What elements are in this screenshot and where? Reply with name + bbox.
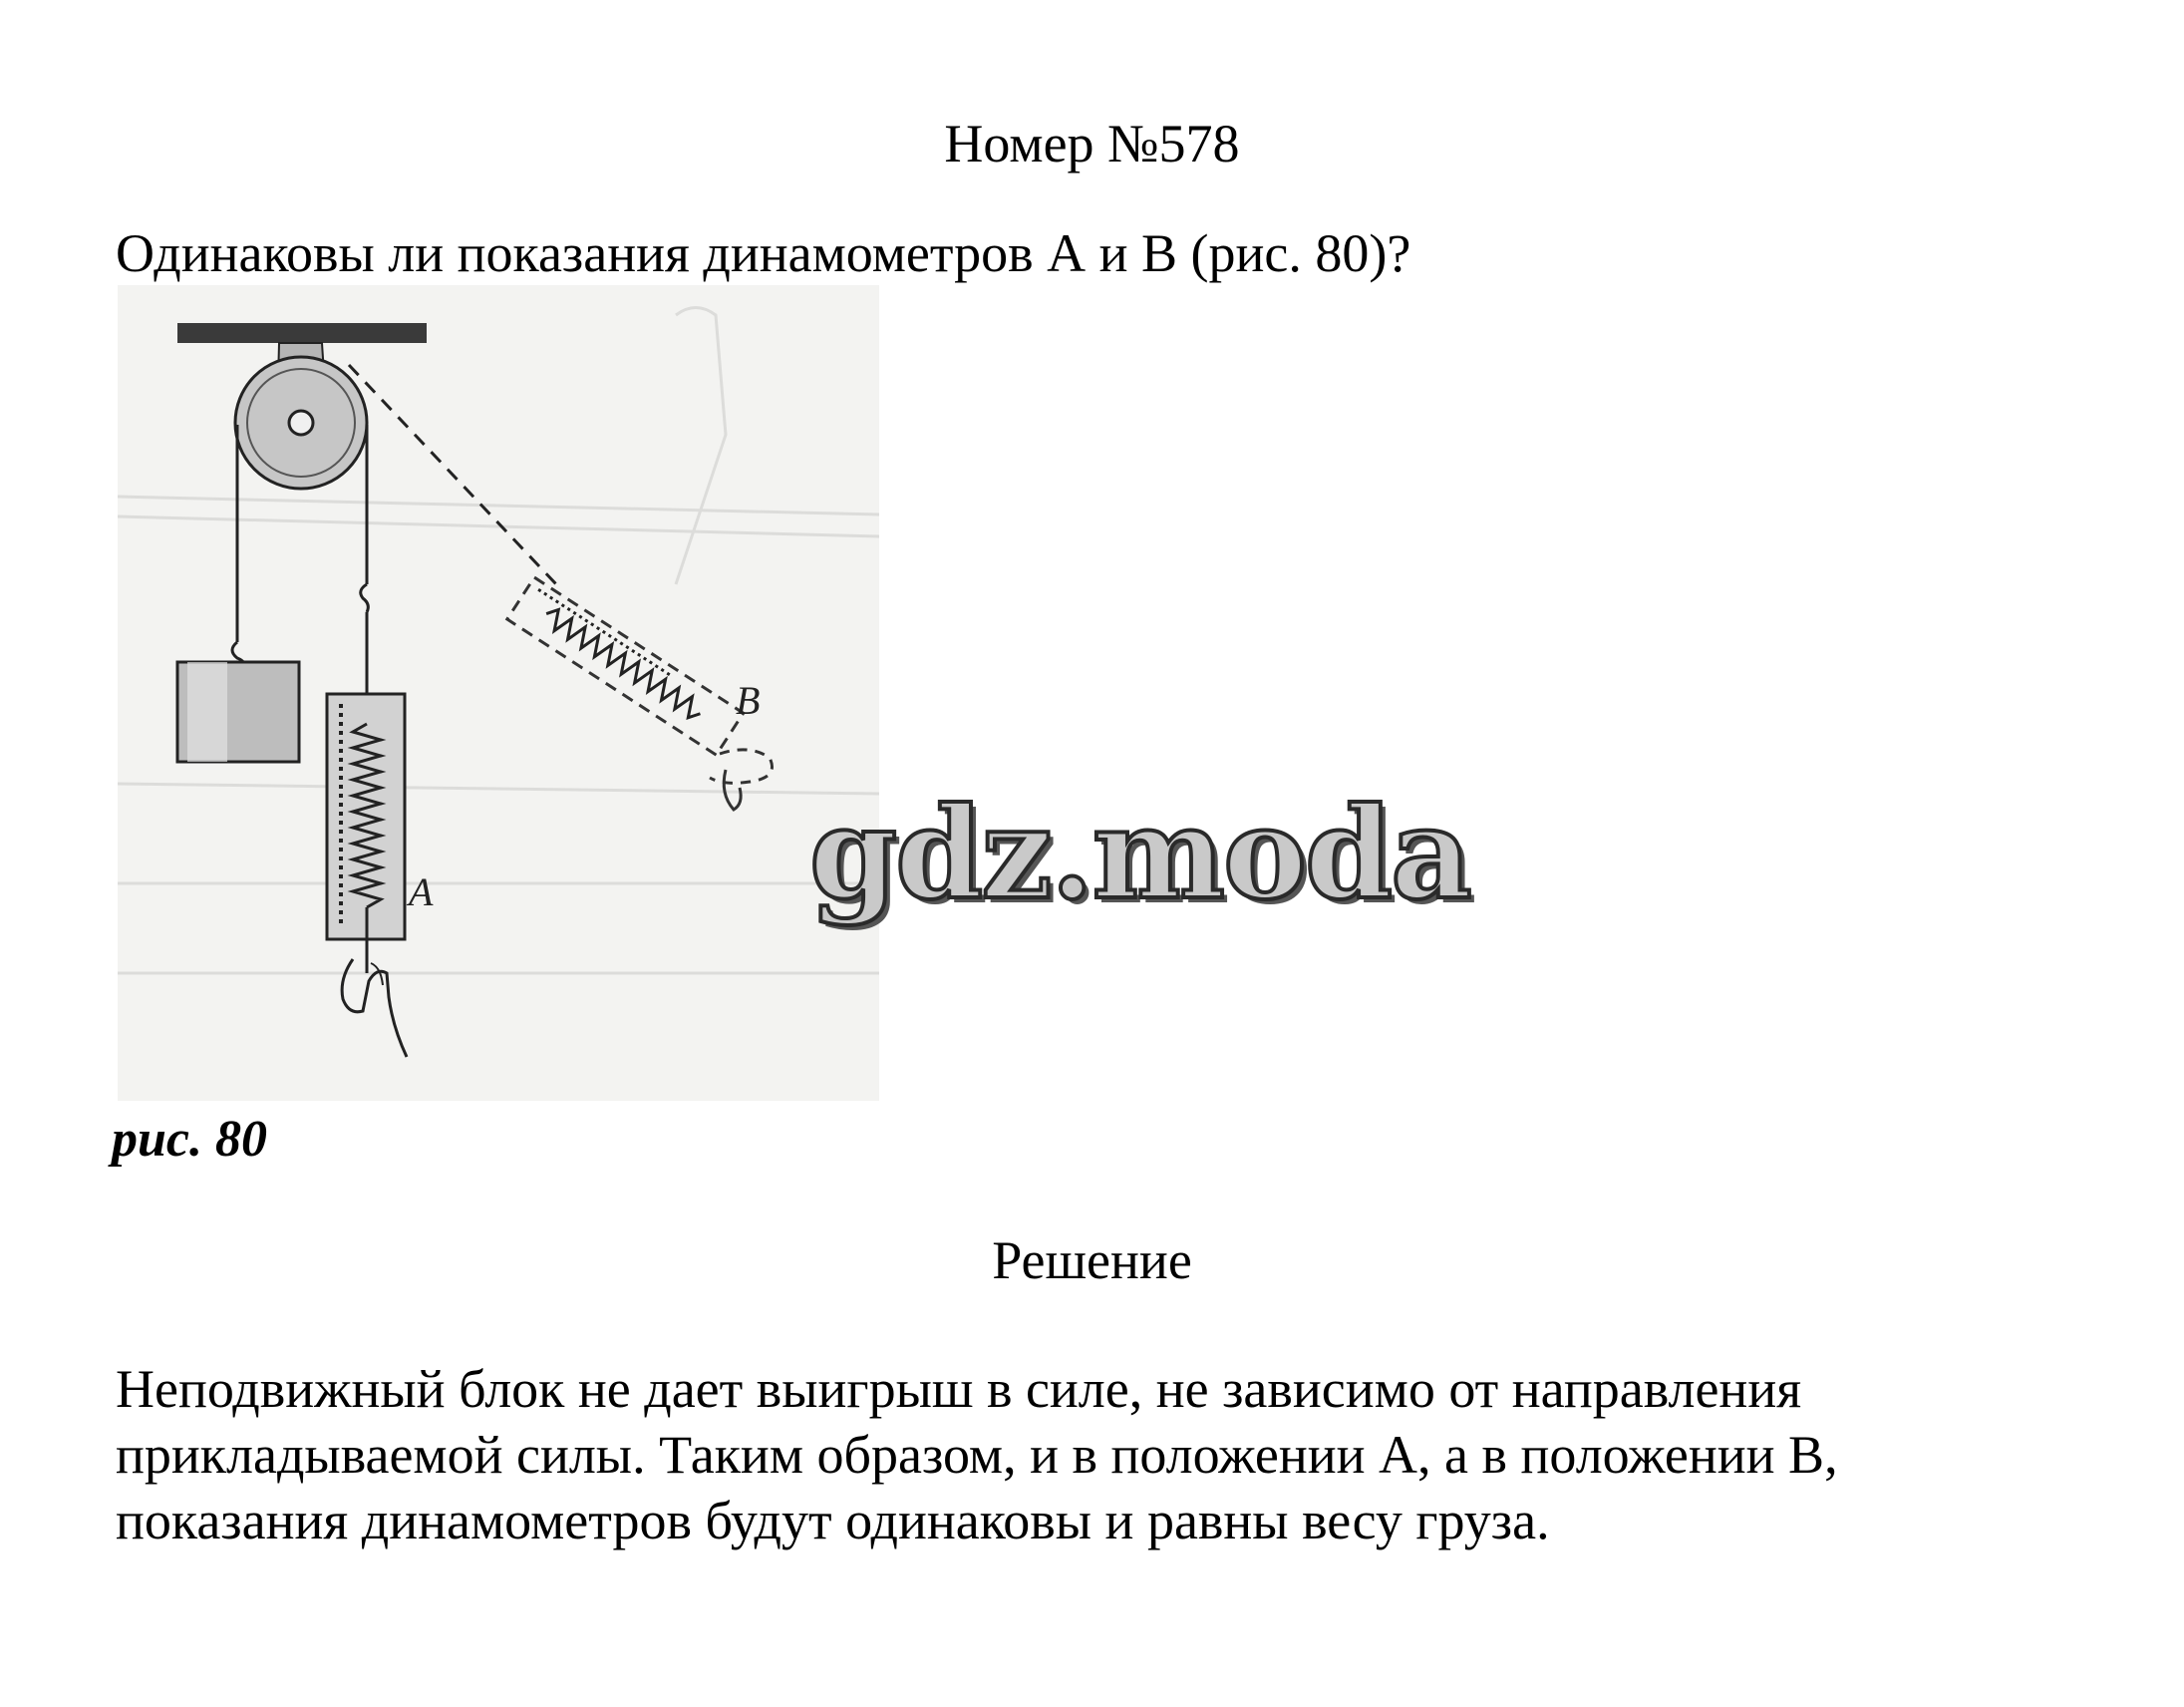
page-title: Номер №578 — [944, 114, 1240, 173]
scan-background — [118, 308, 879, 974]
hand-b — [710, 750, 773, 784]
spring-b — [541, 605, 706, 722]
solution-line: прикладываемой силы. Таким образом, и в положении А, а в положении В, — [116, 1425, 1838, 1485]
solution-text — [116, 1356, 2129, 1553]
solution-heading: Решение — [992, 1230, 1192, 1290]
figure-caption: рис. 80 — [112, 1111, 267, 1168]
question-text: Одинаковы ли показания динамометров А и В (рис. 80)? — [116, 223, 1411, 283]
solution-line: Неподвижный блок не дает выигрыш в силе, не зависимо от направления — [116, 1359, 1802, 1419]
ceiling-beam — [177, 323, 427, 343]
figure-80 — [118, 285, 879, 1101]
solution-line: показания динамометров будут одинаковы и равны весу груза. — [116, 1491, 1550, 1550]
watermark-logo: gdz.moda — [809, 780, 1470, 927]
label-a: A — [409, 869, 434, 914]
rope-to-b — [349, 365, 556, 584]
label-b: B — [736, 678, 761, 723]
pulley-axle — [289, 411, 313, 435]
pulley-illustration — [118, 285, 879, 1101]
dynamometer-b — [507, 577, 744, 755]
